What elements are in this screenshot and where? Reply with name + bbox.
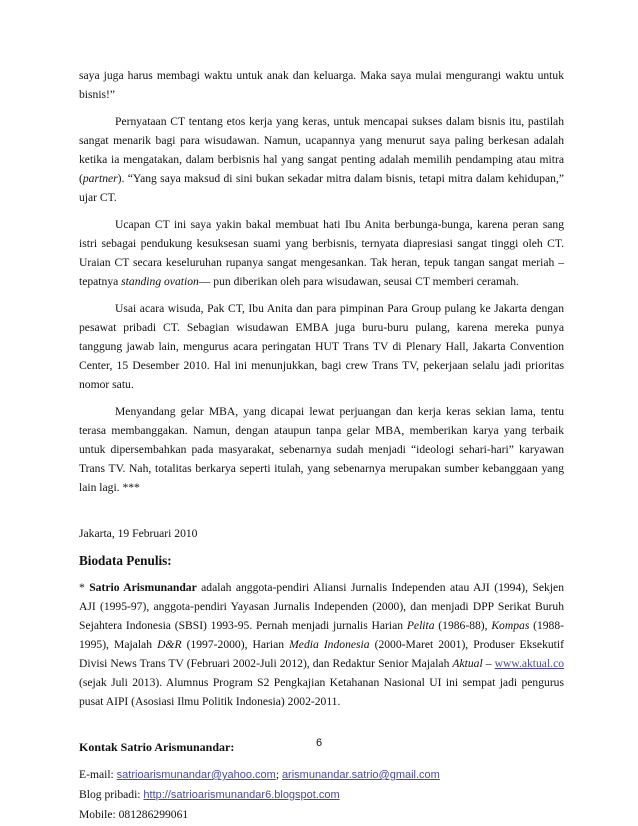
bio-heading: Biodata Penulis: [79, 553, 172, 568]
aktual-link[interactable]: www.aktual.co [494, 657, 565, 670]
document-page [79, 66, 564, 824]
contact-heading: Kontak Satrio Arismunandar: [79, 740, 235, 754]
bio-paragraph: * Satrio Arismunandar adalah anggota-pendiri Aliansi Jurnalis Independen atau AJI (1994), Sekjen AJI (1995-97), anggota-pendiri Yayasan Jurnalis Independen (2000), dan menjadi DPP Serikat Buruh Sejahtera Indonesia (SBSI) 1993-95. Pernah menjadi jurnalis Harian Pelita (1986-88), Kompas (1988-1995), Majalah D&R (1997-2000), Harian Media Indonesia (2000-Maret 2001), Produser Eksekutif Divisi News Trans TV (Februari 2002-Juli 2012), dan Redaktur Senior Majalah Aktual – www.aktual.co (sejak Juli 2013). Alumnus Program S2 Pengkajian Ketahanan Nasional UI ini sempat jadi pengurus pusat AIPI (Asosiasi Ilmu Politik Indonesia) 2002-2011. [79, 581, 565, 708]
paragraph-4: Usai acara wisuda, Pak CT, Ibu Anita dan para pimpinan Para Group pulang ke Jakarta dengan pesawat pribadi CT. Sebagian wisudawan EMBA juga buru-buru pulang, karena mereka punya tanggung jawab lain, mengurus acara peringatan HUT Trans TV di Plenary Hall, Jakarta Convention Center, 15 Desember 2010. Hal ini menunjukkan, bagi crew Trans TV, pekerjaan selalu jadi prioritas nomor satu. [79, 302, 564, 391]
paragraph-3: Ucapan CT ini saya yakin bakal membuat hati Ibu Anita berbunga-bunga, karena peran sang istri sebagai pendukung kesuksesan suami yang berbisnis, ternyata diapresiasi sangat tinggi oleh CT. Uraian CT secara keseluruhan rupanya sangat mengesankan. Tak heran, tepuk tangan sangat meriah –tepatnya standing ovation— pun diberikan oleh para wisudawan, seusai CT memberi ceramah. [79, 218, 564, 288]
contact-blog-line: Blog pribadi: http://satrioarismunandar6.blogspot.com [79, 788, 340, 801]
email-link-gmail[interactable]: arismunandar.satrio@gmail.com [281, 769, 440, 781]
page-number: 6 [315, 737, 323, 749]
paragraph-5: Menyandang gelar MBA, yang dicapai lewat perjuangan dan kerja keras sekian lama, tentu terasa membanggakan. Namun, dengan ataupun tanpa gelar MBA, memberikan karya yang terbaik untuk dipersembahkan pada masyarakat, sebenarnya sudah menjadi “ideologi sehari-hari” karyawan Trans TV. Nah, totalitas berkarya seperti itulah, yang sebenarnya merupakan sumber kebanggaan yang lain lagi. *** [79, 405, 564, 494]
blog-link[interactable]: http://satrioarismunandar6.blogspot.com [143, 789, 340, 801]
contact-mobile-line: Mobile: 081286299061 [79, 808, 189, 821]
blank-line [79, 497, 564, 516]
blank-line [79, 711, 564, 730]
author-name: Satrio Arismunandar [89, 581, 197, 594]
contact-email-line: E-mail: satrioarismunandar@yahoo.com; arismunandar.satrio@gmail.com [79, 768, 440, 781]
date-line: Jakarta, 19 Februari 2010 [79, 527, 198, 540]
paragraph-2: Pernyataan CT tentang etos kerja yang keras, untuk mencapai sukses dalam bisnis itu, pastilah sangat menarik bagi para wisudawan. Namun, ucapannya yang menurut saya paling berkesan adalah ketika ia mengatakan, dalam berbisnis hal yang sangat penting adalah memilih pendamping atau mitra (partner). “Yang saya maksud di sini bukan sekadar mitra dalam bisnis, tetapi mitra dalam kehidupan,” ujar CT. [79, 115, 564, 204]
email-link-yahoo[interactable]: satrioarismunandar@yahoo.com [116, 769, 276, 781]
paragraph-1: saya juga harus membagi waktu untuk anak dan keluarga. Maka saya mulai mengurangi waktu untuk bisnis!” [79, 69, 564, 101]
